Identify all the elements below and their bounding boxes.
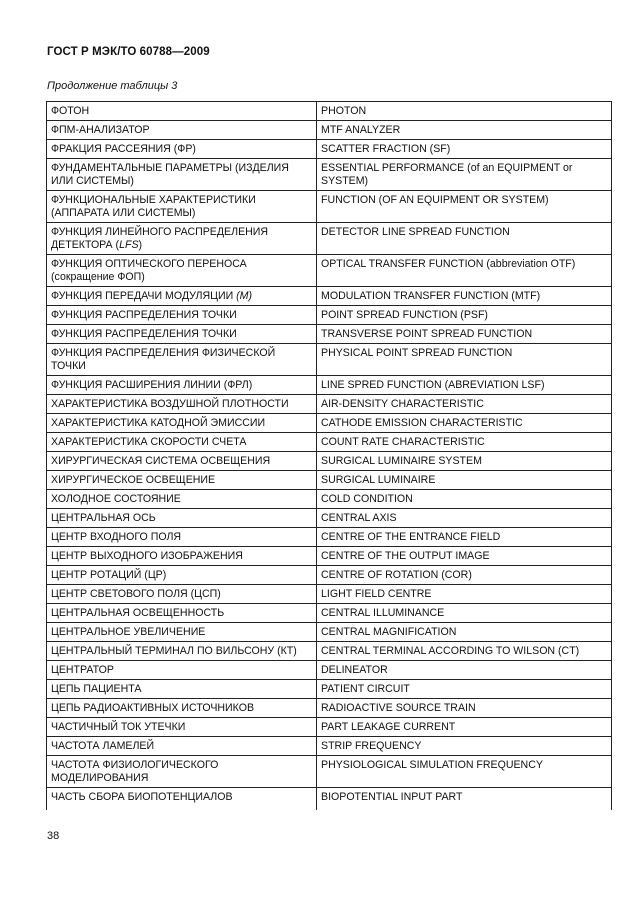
term-english: PART LEAKAGE CURRENT <box>317 718 612 737</box>
terms-table-body <box>47 102 612 811</box>
term-russian-text: ЦЕНТРАТОР <box>51 664 114 676</box>
table-row <box>47 718 612 737</box>
term-russian-text: ФУНКЦИЯ РАСПРЕДЕЛЕНИЯ ТОЧКИ <box>51 328 237 340</box>
term-russian-text: ФУНКЦИОНАЛЬНЫЕ ХАРАКТЕРИСТИКИ (АППАРАТА ИЛИ СИСТЕМЫ) <box>51 194 256 219</box>
term-russian-text: ФУНКЦИЯ РАСШИРЕНИЯ ЛИНИИ (ФРЛ) <box>51 379 253 391</box>
table-row <box>47 604 612 623</box>
term-russian <box>47 223 317 255</box>
table-row <box>47 102 612 121</box>
term-russian <box>47 121 317 140</box>
term-russian-text: ФПМ-АНАЛИЗАТОР <box>51 124 150 136</box>
term-russian-text: ЦЕНТРАЛЬНАЯ ОСВЕЩЕННОСТЬ <box>51 607 225 619</box>
table-row <box>47 788 612 811</box>
term-english: PHYSICAL POINT SPREAD FUNCTION <box>317 344 612 376</box>
term-russian <box>47 547 317 566</box>
table-row <box>47 395 612 414</box>
term-russian-text: ЦЕПЬ РАДИОАКТИВНЫХ ИСТОЧНИКОВ <box>51 702 255 714</box>
term-english: CENTRAL AXIS <box>317 509 612 528</box>
term-english: SURGICAL LUMINAIRE <box>317 471 612 490</box>
term-russian <box>47 452 317 471</box>
table-row <box>47 528 612 547</box>
term-english: COUNT RATE CHARACTERISTIC <box>317 433 612 452</box>
term-russian-text: ФОТОН <box>51 105 90 117</box>
term-russian <box>47 490 317 509</box>
table-row <box>47 452 612 471</box>
table-row <box>47 433 612 452</box>
term-english: LIGHT FIELD CENTRE <box>317 585 612 604</box>
term-russian-text: ФРАКЦИЯ РАССЕЯНИЯ (ФР) <box>51 143 196 155</box>
term-russian <box>47 325 317 344</box>
term-russian-text: ЦЕНТРАЛЬНОЕ УВЕЛИЧЕНИЕ <box>51 626 206 638</box>
term-russian-text: ЧАСТИЧНЫЙ ТОК УТЕЧКИ <box>51 721 186 733</box>
table-row <box>47 661 612 680</box>
table-row <box>47 376 612 395</box>
term-english: MTF ANALYZER <box>317 121 612 140</box>
term-russian-text: ЦЕНТР ВХОДНОГО ПОЛЯ <box>51 531 182 543</box>
term-russian <box>47 737 317 756</box>
term-russian-text: ЦЕНТР ВЫХОДНОГО ИЗОБРАЖЕНИЯ <box>51 550 243 562</box>
term-russian <box>47 433 317 452</box>
term-english: COLD CONDITION <box>317 490 612 509</box>
term-english: BIOPOTENTIAL INPUT PART <box>317 788 612 811</box>
term-english: MODULATION TRANSFER FUNCTION (MTF) <box>317 287 612 306</box>
page-number: 38 <box>47 830 60 842</box>
term-russian-text: ХИРУРГИЧЕСКАЯ СИСТЕМА ОСВЕЩЕНИЯ <box>51 455 271 467</box>
term-russian-text: ЧАСТОТА ФИЗИОЛОГИЧЕСКОГО МОДЕЛИРОВАНИЯ <box>51 759 219 784</box>
term-russian-text: ФУНКЦИЯ РАСПРЕДЕЛЕНИЯ ТОЧКИ <box>51 309 237 321</box>
table-row <box>47 737 612 756</box>
term-russian <box>47 585 317 604</box>
term-english: CENTRE OF THE ENTRANCE FIELD <box>317 528 612 547</box>
term-english: PHOTON <box>317 102 612 121</box>
term-english: DELINEATOR <box>317 661 612 680</box>
term-russian <box>47 718 317 737</box>
term-russian <box>47 140 317 159</box>
term-russian <box>47 395 317 414</box>
term-english: CENTRE OF THE OUTPUT IMAGE <box>317 547 612 566</box>
table-caption: Продолжение таблицы 3 <box>47 80 178 92</box>
term-russian <box>47 376 317 395</box>
term-english: CENTRAL ILLUMINANCE <box>317 604 612 623</box>
term-english: POINT SPREAD FUNCTION (PSF) <box>317 306 612 325</box>
term-english: RADIOACTIVE SOURCE TRAIN <box>317 699 612 718</box>
table-row <box>47 699 612 718</box>
table-row <box>47 642 612 661</box>
term-russian-abbreviation: LFS <box>119 239 139 251</box>
table-row <box>47 509 612 528</box>
term-russian-text: ФУНКЦИЯ РАСПРЕДЕЛЕНИЯ ФИЗИЧЕСКОЙ ТОЧКИ <box>51 347 276 372</box>
term-russian <box>47 159 317 191</box>
term-russian <box>47 306 317 325</box>
term-english: PATIENT CIRCUIT <box>317 680 612 699</box>
term-russian <box>47 287 317 306</box>
table-row <box>47 471 612 490</box>
term-russian <box>47 642 317 661</box>
term-russian <box>47 102 317 121</box>
term-russian <box>47 566 317 585</box>
term-english: DETECTOR LINE SPREAD FUNCTION <box>317 223 612 255</box>
term-russian-text: ЦЕНТРАЛЬНЫЙ ТЕРМИНАЛ ПО ВИЛЬСОНУ (КТ) <box>51 645 297 657</box>
term-russian-abbreviation: (М) <box>236 290 253 302</box>
term-russian <box>47 528 317 547</box>
table-row <box>47 140 612 159</box>
table-row <box>47 159 612 191</box>
term-russian-text: ХАРАКТЕРИСТИКА КАТОДНОЙ ЭМИССИИ <box>51 417 266 429</box>
term-russian-text: ХАРАКТЕРИСТИКА ВОЗДУШНОЙ ПЛОТНОСТИ <box>51 398 289 410</box>
term-russian-text: ЦЕПЬ ПАЦИЕНТА <box>51 683 142 695</box>
table-row <box>47 585 612 604</box>
table-row <box>47 287 612 306</box>
term-russian-text: ЧАСТОТА ЛАМЕЛЕЙ <box>51 740 155 752</box>
term-russian-text: ФУНКЦИЯ ПЕРЕДАЧИ МОДУЛЯЦИИ <box>51 290 237 302</box>
term-russian-text: ЦЕНТРАЛЬНАЯ ОСЬ <box>51 512 156 524</box>
term-russian-text: ЦЕНТР РОТАЦИЙ (ЦР) <box>51 569 167 581</box>
table-row <box>47 414 612 433</box>
term-english: SCATTER FRACTION (SF) <box>317 140 612 159</box>
table-row <box>47 547 612 566</box>
table-row <box>47 325 612 344</box>
term-russian-text: ФУНКЦИЯ ОПТИЧЕСКОГО ПЕРЕНОСА (сокращение ФОП) <box>51 258 247 283</box>
term-english: CATHODE EMISSION CHARACTERISTIC <box>317 414 612 433</box>
table-row <box>47 121 612 140</box>
term-russian <box>47 788 317 811</box>
term-english: FUNCTION (OF AN EQUIPMENT OR SYSTEM) <box>317 191 612 223</box>
term-russian-text: ХОЛОДНОЕ СОСТОЯНИЕ <box>51 493 181 505</box>
term-russian <box>47 255 317 287</box>
term-english: CENTRAL MAGNIFICATION <box>317 623 612 642</box>
term-russian <box>47 509 317 528</box>
table-row <box>47 223 612 255</box>
term-english: ESSENTIAL PERFORMANCE (of an EQUIPMENT or SYSTEM) <box>317 159 612 191</box>
term-russian <box>47 191 317 223</box>
term-russian-text: ФУНКЦИЯ ЛИНЕЙНОГО РАСПРЕДЕЛЕНИЯ ДЕТЕКТОРА ( <box>51 226 269 251</box>
term-english: STRIP FREQUENCY <box>317 737 612 756</box>
term-english: AIR-DENSITY CHARACTERISTIC <box>317 395 612 414</box>
term-english: SURGICAL LUMINAIRE SYSTEM <box>317 452 612 471</box>
term-english: TRANSVERSE POINT SPREAD FUNCTION <box>317 325 612 344</box>
term-russian-text: ФУНДАМЕНТАЛЬНЫЕ ПАРАМЕТРЫ (ИЗДЕЛИЯ ИЛИ СИСТЕМЫ) <box>51 162 289 187</box>
term-english: PHYSIOLOGICAL SIMULATION FREQUENCY <box>317 756 612 788</box>
term-russian <box>47 344 317 376</box>
table-row <box>47 756 612 788</box>
term-russian-text: ХАРАКТЕРИСТИКА СКОРОСТИ СЧЕТА <box>51 436 247 448</box>
term-russian <box>47 414 317 433</box>
document-header: ГОСТ Р МЭК/ТО 60788—2009 <box>47 46 210 58</box>
term-russian <box>47 623 317 642</box>
term-russian <box>47 699 317 718</box>
term-english: CENTRAL TERMINAL ACCORDING TO WILSON (CT) <box>317 642 612 661</box>
table-row <box>47 623 612 642</box>
term-russian-text: ХИРУРГИЧЕСКОЕ ОСВЕЩЕНИЕ <box>51 474 216 486</box>
table-row <box>47 680 612 699</box>
term-english: LINE SPRED FUNCTION (ABREVIATION LSF) <box>317 376 612 395</box>
table-row <box>47 255 612 287</box>
term-russian-text: ЦЕНТР СВЕТОВОГО ПОЛЯ (ЦСП) <box>51 588 221 600</box>
table-row <box>47 490 612 509</box>
term-russian <box>47 661 317 680</box>
table-row <box>47 344 612 376</box>
term-russian <box>47 680 317 699</box>
term-russian <box>47 604 317 623</box>
term-russian-text: ЧАСТЬ СБОРА БИОПОТЕНЦИАЛОВ <box>51 791 233 803</box>
table-row <box>47 191 612 223</box>
terms-table <box>46 101 612 810</box>
term-russian <box>47 756 317 788</box>
term-english: CENTRE OF ROTATION (COR) <box>317 566 612 585</box>
term-english: OPTICAL TRANSFER FUNCTION (abbreviation OTF) <box>317 255 612 287</box>
term-russian <box>47 471 317 490</box>
table-row <box>47 566 612 585</box>
term-russian-suffix: ) <box>138 239 143 251</box>
table-row <box>47 306 612 325</box>
